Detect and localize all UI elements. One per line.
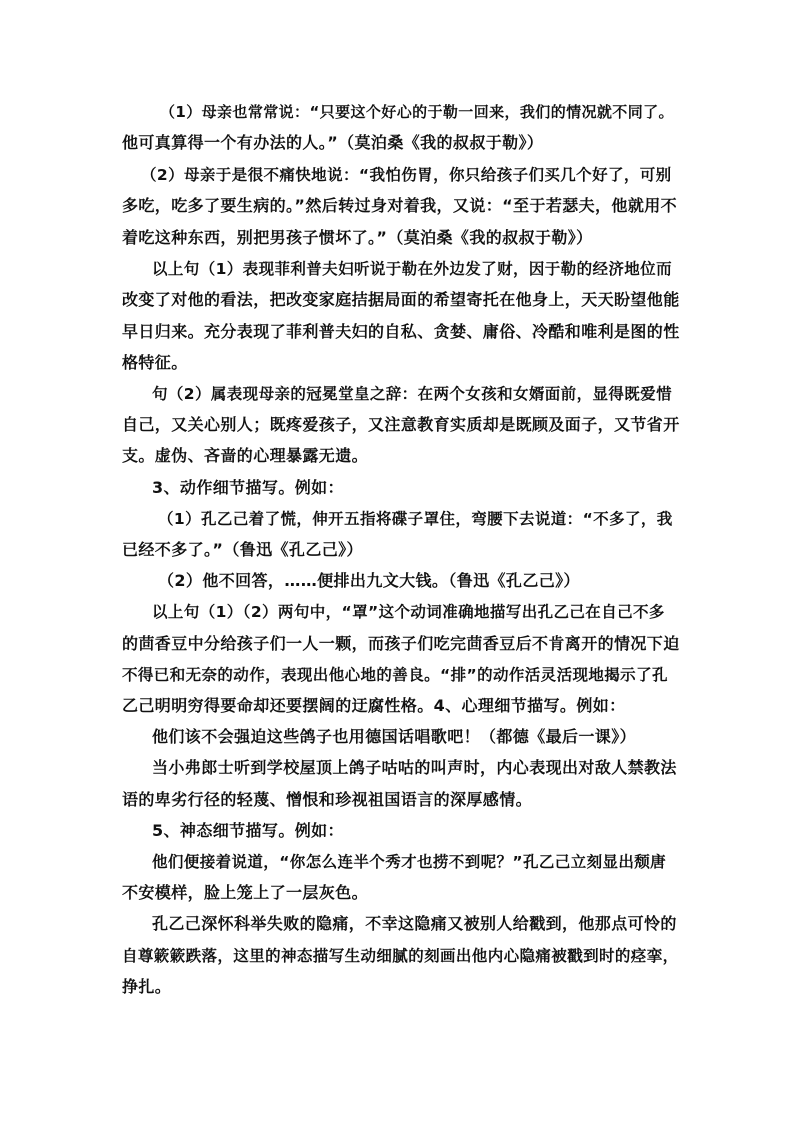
paragraph-line: 挣扎。 bbox=[122, 977, 172, 996]
paragraph-line: 语的卑劣行径的轻蔑、憎恨和珍视祖国语言的深厚感情。 bbox=[122, 790, 533, 809]
paragraph-line: 支。虚伪、吝啬的心理暴露无遗。 bbox=[122, 446, 369, 465]
paragraph-line: （2）他不回答，……便排出九文大钱。（鲁迅《孔乙己》） bbox=[158, 571, 580, 590]
paragraph-line: 早日归来。充分表现了菲利普夫妇的自私、贪婪、庸俗、冷酷和唯利是图的性 bbox=[122, 322, 680, 341]
paragraph-line: 孔乙己深怀科举失败的隐痛，不幸这隐痛又被别人给戳到，他那点可怜的 bbox=[152, 914, 677, 933]
paragraph-line: 以上句（1）（2）两句中，“罩”这个动词准确地描写出孔乙己在自己不多 bbox=[152, 603, 665, 621]
paragraph-line: 他可真算得一个有办法的人。”（莫泊桑《我的叔叔于勒》） bbox=[122, 133, 544, 152]
paragraph-line: 改变了对他的看法，把改变家庭拮据局面的希望寄托在他身上，天天盼望他能 bbox=[122, 290, 680, 309]
paragraph-line: 他们便接着说道，“你怎么连半个秀才也捞不到呢？”孔乙己立刻显出颓唐 bbox=[152, 853, 667, 871]
paragraph-line: （2）母亲于是很不痛快地说：“我怕伤胃，你只给孩子们买几个好了，可别 bbox=[141, 166, 672, 184]
paragraph-line: 乙己明明穷得要命却还要摆阔的迂腐性格。4、心理细节描写。例如： bbox=[122, 696, 626, 715]
paragraph-line: 他们该不会强迫这些鸽子也用德国话唱歌吧！（都德《最后一课》） bbox=[152, 727, 637, 746]
paragraph-line: 当小弗郎士听到学校屋顶上鸽子咕咕的叫声时，内心表现出对敌人禁教法 bbox=[152, 758, 677, 777]
paragraph-line: 自己，又关心别人；既疼爱孩子，又注意教育实质却是既顾及面子，又节省开 bbox=[122, 415, 680, 434]
section-heading: 3、动作细节描写。例如： bbox=[152, 478, 344, 497]
paragraph-line: （1）母亲也常常说：“只要这个好心的于勒一回来，我们的情况就不同了。 bbox=[160, 103, 674, 121]
paragraph-line: 着吃这种东西，别把男孩子惯坏了。”（莫泊桑《我的叔叔于勒》） bbox=[122, 228, 593, 247]
paragraph-line: 格特征。 bbox=[122, 353, 188, 372]
paragraph-line: 不安模样，脸上笼上了一层灰色。 bbox=[122, 883, 369, 902]
paragraph-line: 的茴香豆中分给孩子们一人一颗，而孩子们吃完茴香豆后不肯离开的情况下迫 bbox=[122, 634, 680, 653]
paragraph-line: （1）孔乙己着了慌，伸开五指将碟子罩住，弯腰下去说道：“不多了，我 bbox=[158, 510, 673, 528]
section-heading: 5、神态细节描写。例如： bbox=[152, 821, 344, 840]
paragraph-line: 自尊簌簌跌落，这里的神态描写生动细腻的刻画出他内心隐痛被戳到时的痉挛， bbox=[122, 947, 679, 965]
paragraph-line: 以上句（1）表现菲利普夫妇听说于勒在外边发了财，因于勒的经济地位而 bbox=[152, 260, 672, 278]
paragraph-line: 多吃，吃多了要生病的。”然后转过身对着我，又说：“至于若瑟夫，他就用不 bbox=[122, 196, 678, 215]
paragraph-line: 句（2）属表现母亲的冠冕堂皇之辞：在两个女孩和女婿面前，显得既爱惜 bbox=[152, 385, 672, 403]
paragraph-line: 已经不多了。”（鲁迅《孔乙己》） bbox=[122, 540, 363, 559]
paragraph-line: 不得已和无奈的动作，表现出他心地的善良。“排”的动作活灵活现地揭示了孔 bbox=[122, 666, 668, 684]
